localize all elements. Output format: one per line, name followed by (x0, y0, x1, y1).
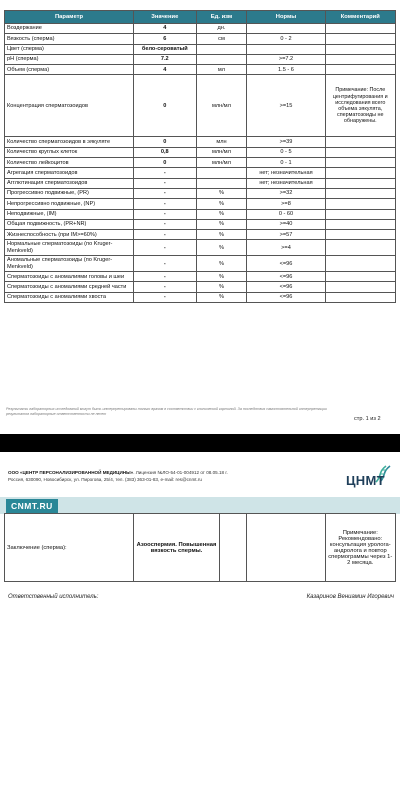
comment-cell (325, 272, 395, 282)
unit-cell (196, 54, 247, 64)
unit-cell: мл (196, 65, 247, 75)
header-norm: Нормы (247, 11, 325, 24)
value-cell: - (134, 168, 197, 178)
norm-cell: >=32 (247, 188, 325, 198)
unit-cell (196, 44, 247, 54)
signature-name: Казаринов Вениамин Игоревич (306, 594, 394, 600)
results-table (4, 10, 396, 303)
table-row (5, 188, 396, 198)
param-cell: Цвет (сперма) (5, 44, 134, 54)
comment-cell: Примечание: После центрифугирования и исследования всего объема эякулята, сперматозоиды не обнаружены. (325, 75, 395, 137)
page-number: стр. 1 из 2 (354, 416, 381, 422)
org-name: ООО «ЦЕНТР ПЕРСОНАЛИЗИРОВАННОЙ МЕДИЦИНЫ» (8, 470, 134, 475)
param-cell: Непрогрессивно подвижные, (NP) (5, 199, 134, 209)
param-cell: Количество сперматозоидов в эякуляте (5, 137, 134, 147)
param-cell: Агрегация сперматозоидов (5, 168, 134, 178)
comment-cell (325, 147, 395, 157)
norm-cell: 0 - 60 (247, 209, 325, 219)
table-row (5, 209, 396, 219)
norm-cell: >=4 (247, 240, 325, 256)
param-cell: Неподвижные, (IM) (5, 209, 134, 219)
param-cell: Сперматозоиды с аномалиями головы и шеи (5, 272, 134, 282)
value-cell: 0 (134, 158, 197, 168)
table-row (5, 24, 396, 34)
param-cell: Аномальные сперматозоиды (по Kruger-Menkveld) (5, 256, 134, 272)
norm-cell: >=57 (247, 230, 325, 240)
param-cell: Объем (сперма) (5, 65, 134, 75)
conclusion-comment: Примечание: Рекомендовано: консультация уролога-андролога и повтор спермограммы через 1-2 месяца. (325, 514, 395, 582)
param-cell: Вязкость (сперма) (5, 34, 134, 44)
table-row (5, 168, 396, 178)
value-cell: 4 (134, 24, 197, 34)
value-cell: 0 (134, 137, 197, 147)
value-cell: - (134, 292, 197, 302)
norm-cell: 1.5 - 6 (247, 65, 325, 75)
value-cell: бело-сероватый (134, 44, 197, 54)
norm-cell: <=96 (247, 282, 325, 292)
table-row (5, 54, 396, 64)
table-row (5, 282, 396, 292)
conclusion-empty-1 (220, 514, 247, 582)
value-cell: - (134, 209, 197, 219)
results-body (5, 24, 396, 303)
table-row (5, 219, 396, 229)
value-cell: - (134, 188, 197, 198)
comment-cell (325, 199, 395, 209)
norm-cell: <=96 (247, 256, 325, 272)
param-cell: Количество круглых клеток (5, 147, 134, 157)
norm-cell: >=39 (247, 137, 325, 147)
unit-cell: млн (196, 137, 247, 147)
comment-cell (325, 158, 395, 168)
unit-cell: % (196, 272, 247, 282)
comment-cell (325, 178, 395, 188)
header-parameter: Параметр (5, 11, 134, 24)
table-row (5, 75, 396, 137)
site-bar (0, 497, 400, 514)
table-row (5, 44, 396, 54)
table-row (5, 65, 396, 75)
norm-cell: >=15 (247, 75, 325, 137)
unit-cell: дн. (196, 24, 247, 34)
table-row (5, 137, 396, 147)
value-cell: 0,8 (134, 147, 197, 157)
comment-cell (325, 292, 395, 302)
unit-cell: млн/мл (196, 75, 247, 137)
norm-cell: >=40 (247, 219, 325, 229)
unit-cell: % (196, 188, 247, 198)
value-cell: - (134, 282, 197, 292)
value-cell: 7.2 (134, 54, 197, 64)
cnmt-logo (330, 464, 390, 490)
conclusion-table (4, 513, 396, 582)
comment-cell (325, 54, 395, 64)
org-license: . Лицензия №ЛО-54-01-004912 от 08.05.18 г. (133, 470, 228, 475)
comment-cell (325, 65, 395, 75)
table-row (5, 256, 396, 272)
param-cell: Прогрессивно подвижные, (PR) (5, 188, 134, 198)
value-cell: - (134, 199, 197, 209)
comment-cell (325, 230, 395, 240)
value-cell: 6 (134, 34, 197, 44)
site-link[interactable]: CNMT.RU (6, 499, 58, 513)
unit-cell (196, 178, 247, 188)
table-row (5, 199, 396, 209)
param-cell: Сперматозоиды с аномалиями средней части (5, 282, 134, 292)
norm-cell (247, 44, 325, 54)
comment-cell (325, 256, 395, 272)
comment-cell (325, 282, 395, 292)
disclaimer-footnote: Результаты лабораторных исследований могут быть интерпретированы только врачом в соответствии с клинической картиной. За последствия самостоятельной интерпретации результатов лабораторные ответственности не несет (6, 407, 327, 416)
comment-cell (325, 44, 395, 54)
unit-cell: млн/мл (196, 147, 247, 157)
comment-cell (325, 209, 395, 219)
param-cell: pH (сперма) (5, 54, 134, 64)
value-cell: - (134, 256, 197, 272)
table-row (5, 292, 396, 302)
unit-cell: % (196, 199, 247, 209)
norm-cell: нет; незначительная (247, 168, 325, 178)
results-header-row (5, 11, 396, 24)
param-cell: Нормальные сперматозоиды (по Kruger-Menkveld) (5, 240, 134, 256)
table-row (5, 272, 396, 282)
org-line-1 (8, 470, 308, 477)
norm-cell: 0 - 1 (247, 158, 325, 168)
param-cell: Сперматозоиды с аномалиями хвоста (5, 292, 134, 302)
comment-cell (325, 24, 395, 34)
unit-cell: млн/мл (196, 158, 247, 168)
header-unit: Ед. изм (196, 11, 247, 24)
param-cell: Воздержание (5, 24, 134, 34)
table-row (5, 230, 396, 240)
param-cell: Общая подвижность, (PR+NR) (5, 219, 134, 229)
param-cell: Количество лейкоцитов (5, 158, 134, 168)
table-row (5, 34, 396, 44)
comment-cell (325, 137, 395, 147)
param-cell: Жизнеспособность (при IM>=60%) (5, 230, 134, 240)
norm-cell: >=7.2 (247, 54, 325, 64)
unit-cell: % (196, 230, 247, 240)
conclusion-value: Азооспермия. Повышенная вязкость спермы. (134, 514, 220, 582)
norm-cell (247, 24, 325, 34)
table-row (5, 240, 396, 256)
comment-cell (325, 188, 395, 198)
table-row (5, 158, 396, 168)
conclusion-empty-2 (247, 514, 325, 582)
param-cell: Агглютинация сперматозоидов (5, 178, 134, 188)
signature-label: Ответственный исполнитель: (8, 594, 99, 600)
comment-cell (325, 240, 395, 256)
norm-cell: 0 - 5 (247, 147, 325, 157)
org-header (8, 470, 308, 483)
comment-cell (325, 168, 395, 178)
header-value: Значение (134, 11, 197, 24)
norm-cell: <=96 (247, 272, 325, 282)
conclusion-row (5, 514, 396, 582)
unit-cell (196, 168, 247, 178)
value-cell: - (134, 219, 197, 229)
value-cell: 0 (134, 75, 197, 137)
value-cell: - (134, 240, 197, 256)
table-row (5, 178, 396, 188)
norm-cell: 0 - 2 (247, 34, 325, 44)
comment-cell (325, 34, 395, 44)
unit-cell: % (196, 209, 247, 219)
header-comment: Комментарий (325, 11, 395, 24)
norm-cell: нет; незначительная (247, 178, 325, 188)
value-cell: - (134, 230, 197, 240)
unit-cell: % (196, 240, 247, 256)
norm-cell: >=8 (247, 199, 325, 209)
comment-cell (325, 219, 395, 229)
table-row (5, 147, 396, 157)
org-address: Россия, 630090, Новосибирск, ул. Пирогова, 25/4, тел. (383) 363-01-83, e-mail: res@cnmt.ru (8, 476, 202, 482)
norm-cell: <=96 (247, 292, 325, 302)
unit-cell: % (196, 292, 247, 302)
conclusion-label: Заключение (сперма): (5, 514, 134, 582)
unit-cell: % (196, 256, 247, 272)
unit-cell: % (196, 282, 247, 292)
value-cell: 4 (134, 65, 197, 75)
value-cell: - (134, 272, 197, 282)
unit-cell: % (196, 219, 247, 229)
unit-cell: см (196, 34, 247, 44)
param-cell: Концентрация сперматозоидов (5, 75, 134, 137)
value-cell: - (134, 178, 197, 188)
logo-text: ЦНМТ (346, 473, 385, 488)
